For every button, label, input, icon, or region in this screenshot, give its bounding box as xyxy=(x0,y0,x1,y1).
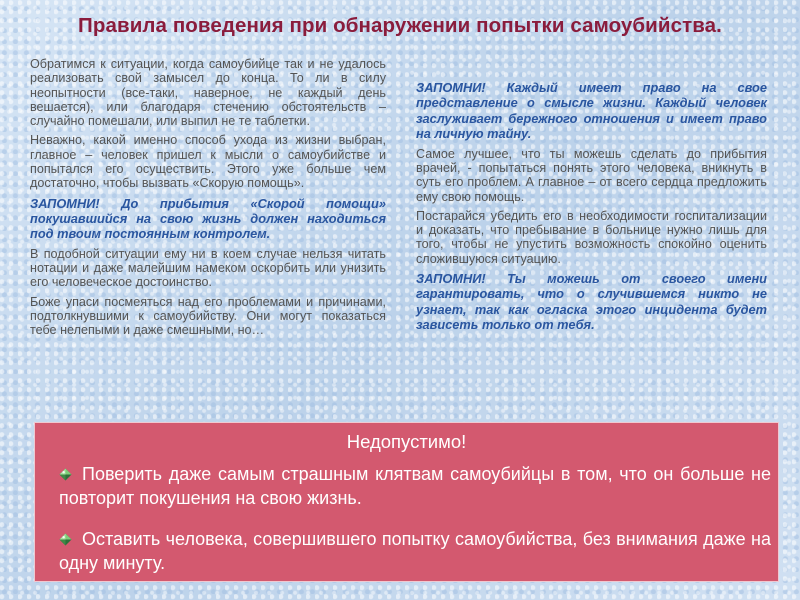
panel-item-text: Оставить человека, совершившего попытку самоубийства, без внимания даже на одну минуту. xyxy=(59,529,771,573)
right-emphasis-remember-2: ЗАПОМНИ! Ты можешь от своего имени гарантировать, что о случившемся никто не узнает, так как огласка этого инцидента будет зависеть только от тебя. xyxy=(416,271,767,333)
page-title: Правила поведения при обнаружении попытки самоубийства. xyxy=(78,14,722,37)
unacceptable-panel xyxy=(34,422,779,582)
panel-list-item xyxy=(59,462,771,510)
panel-title: Недопустимо! xyxy=(346,431,467,452)
green-gem-bullet-icon xyxy=(59,468,72,481)
right-column xyxy=(416,80,767,338)
panel-list-item xyxy=(59,527,771,575)
right-paragraph-2: Самое лучшее, что ты можешь сделать до прибытия врачей, - попытаться понять этого человека, вникнуть в суть его проблем. А главное – от всего сердца предложить ему свою помощь. xyxy=(416,146,767,204)
panel-item-text: Поверить даже самым страшным клятвам самоубийцы в том, что он больше не повторит покушения на свою жизнь. xyxy=(59,464,771,508)
right-paragraph-3: Постарайся убедить его в необходимости госпитализации и доказать, что пребывание в больнице нужно лишь для того, чтобы не упустить возможность спокойно оценить сложившуюся ситуацию. xyxy=(416,208,767,266)
left-column xyxy=(30,57,386,343)
left-emphasis-remember: ЗАПОМНИ! До прибытия «Скорой помощи» покушавшийся на свою жизнь должен находиться под твоим постоянным контролем. xyxy=(30,195,386,242)
left-paragraph-5: Боже упаси посмеяться над его проблемами и причинами, подтолкнувшими к самоубийству. Они могут показаться тебе нелепыми и даже смешными, но… xyxy=(30,294,386,338)
left-paragraph-4: В подобной ситуации ему ни в коем случае нельзя читать нотации и даже малейшим намеком оскорбить или унизить его человеческое достоинство. xyxy=(30,246,386,290)
left-paragraph-1: Обратимся к ситуации, когда самоубийце так и не удалось реализовать свой замысел до конца. То ли в силу неопытности (все-таки, наверное, не каждый день вешается), или благодаря стечению обстоятельств – случайно помешали, или выпил не те таблетки. xyxy=(30,57,386,129)
right-emphasis-remember-1: ЗАПОМНИ! Каждый имеет право на свое представление о смысле жизни. Каждый человек заслуживает бережного отношения и имеет право на личную тайну. xyxy=(416,80,767,142)
left-paragraph-2: Неважно, какой именно способ ухода из жизни выбран, главное – человек пришел к мысли о самоубийстве и попытался его осуществить. Этого уже больше чем достаточно, чтобы вызвать «Скорую помощь». xyxy=(30,133,386,191)
green-gem-bullet-icon xyxy=(59,533,72,546)
